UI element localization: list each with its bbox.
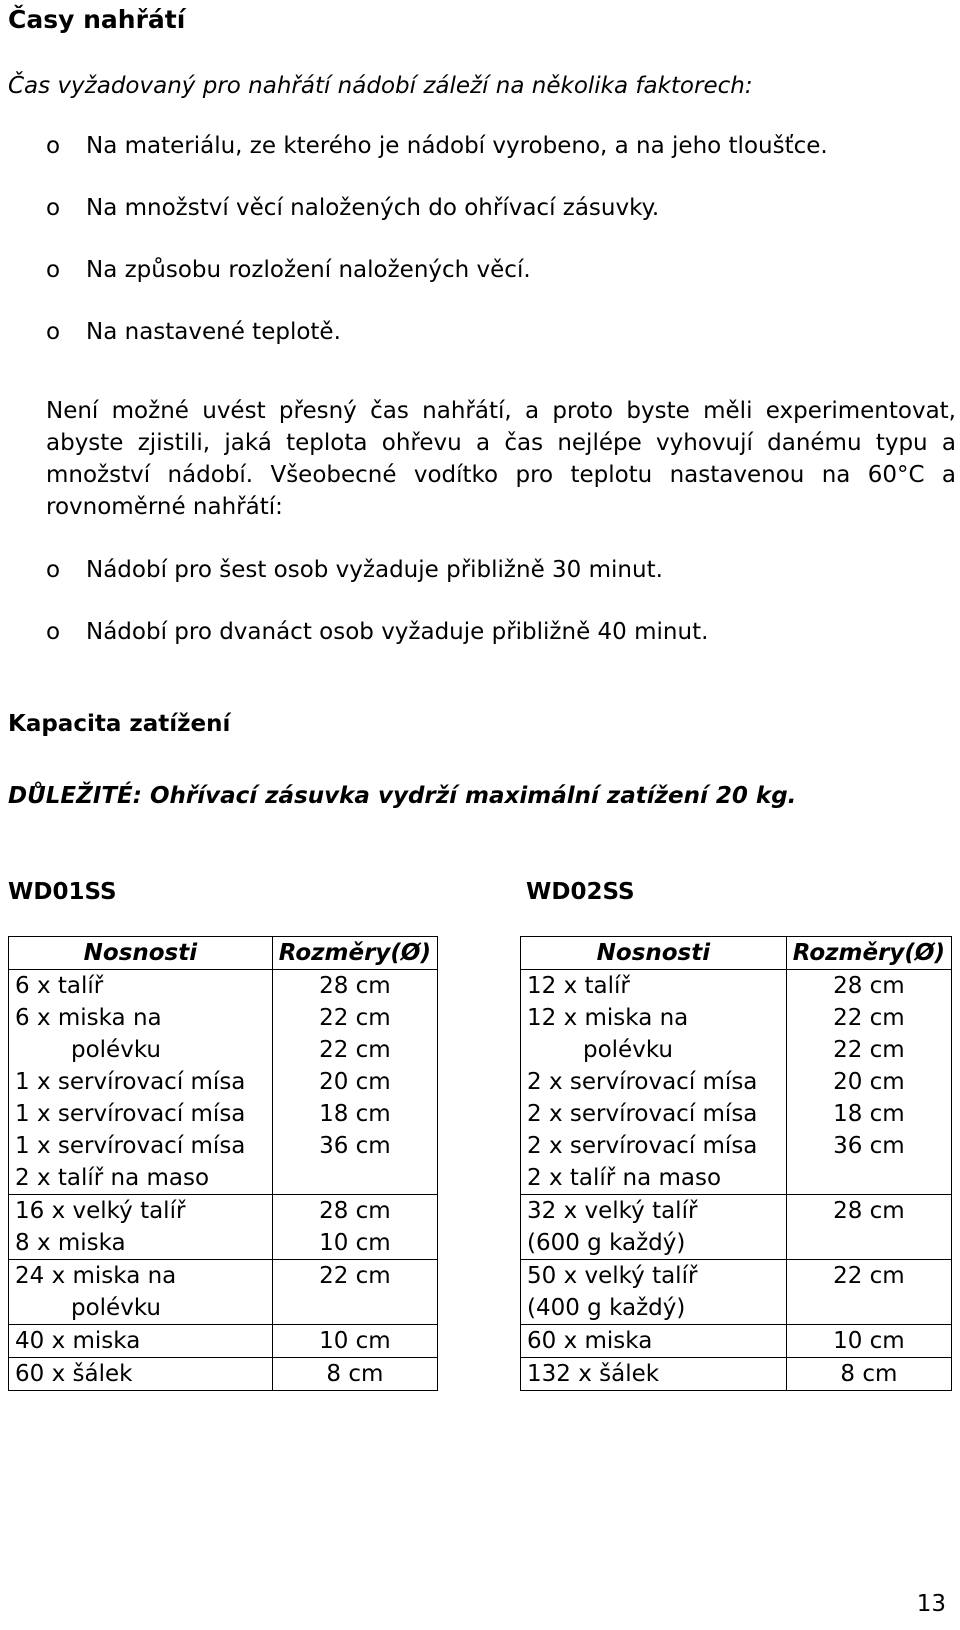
load-cell: [521, 1358, 787, 1391]
table-row: [9, 1260, 438, 1325]
table-row: [521, 1358, 952, 1391]
load-item: (400 g každý): [527, 1295, 686, 1321]
load-item: 6 x talíř: [15, 973, 104, 999]
page-title: Časy nahřátí: [8, 5, 186, 34]
load-cell: [9, 1195, 273, 1260]
factor-text: Na materiálu, ze kterého je nádobí vyrobeno, a na jeho tloušťce.: [86, 133, 828, 159]
size-header-label: Rozměry: [792, 940, 905, 966]
load-item: 50 x velký talíř: [527, 1263, 698, 1289]
size-cell: [272, 1358, 437, 1391]
size-value: 22 cm: [833, 1037, 905, 1063]
load-cell: [9, 1325, 273, 1358]
load-item: 1 x servírovací mísa: [15, 1101, 246, 1127]
table-row: [521, 1260, 952, 1325]
factor-text: Na množství věcí naložených do ohřívací zásuvky.: [86, 195, 660, 221]
size-value: 18 cm: [319, 1101, 391, 1127]
table-row: [521, 1325, 952, 1358]
load-item: 6 x miska na: [15, 1005, 162, 1031]
size-value: 28 cm: [319, 973, 391, 999]
table-header-row: [9, 937, 438, 970]
bullet-icon: o: [46, 619, 61, 645]
heating-paragraph: Není možné uvést přesný čas nahřátí, a proto byste měli experimentovat, abyste zjistili, jaká teplota ohřevu a čas nejlépe vyhovují danému typu a množství nádobí. Všeobecné vodítko pro teplotu nastavenou na 60°C a rovnoměrné nahřátí:: [46, 398, 956, 520]
capacity-heading: Kapacita zatížení: [8, 711, 231, 737]
size-value: 22 cm: [833, 1263, 905, 1289]
size-header-label: Rozměry: [278, 940, 391, 966]
load-item: 2 x servírovací mísa: [527, 1101, 758, 1127]
load-item: 1 x servírovací mísa: [15, 1133, 246, 1159]
size-cell: [786, 1195, 951, 1260]
load-cell: [521, 1195, 787, 1260]
size-cell: [786, 1358, 951, 1391]
size-cell: [272, 970, 437, 1195]
intro-text: Čas vyžadovaný pro nahřátí nádobí záleží na několika faktorech:: [8, 73, 753, 99]
load-item: 132 x šálek: [527, 1361, 660, 1387]
size-value: 22 cm: [319, 1263, 391, 1289]
capacity-table-wd01ss: [8, 936, 438, 1391]
size-value: 20 cm: [319, 1069, 391, 1095]
load-item: 24 x miska na: [15, 1263, 177, 1289]
guide-text: Nádobí pro dvanáct osob vyžaduje přibližně 40 minut.: [86, 619, 709, 645]
load-cell: [521, 1260, 787, 1325]
load-cell: [9, 1260, 273, 1325]
diameter-symbol: (Ø): [904, 940, 945, 966]
bullet-icon: o: [46, 257, 61, 283]
factor-text: Na způsobu rozložení naložených věcí.: [86, 257, 531, 283]
size-cell: [786, 1325, 951, 1358]
guide-text: Nádobí pro šest osob vyžaduje přibližně 30 minut.: [86, 557, 663, 583]
size-value: 36 cm: [319, 1133, 391, 1159]
size-cell: [272, 1325, 437, 1358]
size-value: 28 cm: [833, 973, 905, 999]
important-note: DŮLEŽITÉ: Ohřívací zásuvka vydrží maximální zatížení 20 kg.: [8, 783, 797, 809]
size-value: 20 cm: [833, 1069, 905, 1095]
table-row: [9, 1195, 438, 1260]
table-row: [9, 1325, 438, 1358]
table-row: [521, 1195, 952, 1260]
size-value: 22 cm: [319, 1005, 391, 1031]
load-item: 60 x šálek: [15, 1361, 133, 1387]
bullet-icon: o: [46, 319, 61, 345]
size-value: 28 cm: [319, 1198, 391, 1224]
load-cell: [9, 1358, 273, 1391]
table-row: [9, 970, 438, 1195]
model-label-wd01ss: WD01SS: [8, 879, 117, 905]
bullet-icon: o: [46, 557, 61, 583]
load-item: 16 x velký talíř: [15, 1198, 186, 1224]
load-item: 8 x miska: [15, 1230, 126, 1256]
size-value: 10 cm: [319, 1230, 391, 1256]
size-cell: [272, 1195, 437, 1260]
load-item: 2 x talíř na maso: [15, 1165, 210, 1191]
load-item: polévku: [71, 1037, 162, 1063]
load-item: 12 x talíř: [527, 973, 630, 999]
load-item: 60 x miska: [527, 1328, 653, 1354]
table-header-row: [521, 937, 952, 970]
load-cell: [521, 970, 787, 1195]
model-label-wd02ss: WD02SS: [526, 879, 635, 905]
size-cell: [272, 1260, 437, 1325]
load-item: 2 x servírovací mísa: [527, 1069, 758, 1095]
load-item: 2 x talíř na maso: [527, 1165, 722, 1191]
load-cell: [521, 1325, 787, 1358]
size-value: 8 cm: [840, 1361, 898, 1387]
load-item: polévku: [583, 1037, 674, 1063]
load-item: 1 x servírovací mísa: [15, 1069, 246, 1095]
table-row: [9, 1358, 438, 1391]
size-value: 10 cm: [833, 1328, 905, 1354]
load-item: 40 x miska: [15, 1328, 141, 1354]
column-header-load: Nosnosti: [521, 937, 787, 970]
size-value: 18 cm: [833, 1101, 905, 1127]
column-header-load: Nosnosti: [9, 937, 273, 970]
load-item: polévku: [71, 1295, 162, 1321]
bullet-icon: o: [46, 133, 61, 159]
size-cell: [786, 1260, 951, 1325]
size-value: 36 cm: [833, 1133, 905, 1159]
size-value: 8 cm: [326, 1361, 384, 1387]
size-value: 10 cm: [319, 1328, 391, 1354]
load-item: 2 x servírovací mísa: [527, 1133, 758, 1159]
load-cell: [9, 970, 273, 1195]
factor-text: Na nastavené teplotě.: [86, 319, 341, 345]
table-row: [521, 970, 952, 1195]
page-number: 13: [916, 1591, 946, 1617]
size-value: 22 cm: [319, 1037, 391, 1063]
load-item: 12 x miska na: [527, 1005, 689, 1031]
column-header-size: [786, 937, 951, 970]
load-item: 32 x velký talíř: [527, 1198, 698, 1224]
size-cell: [786, 970, 951, 1195]
size-value: 22 cm: [833, 1005, 905, 1031]
size-value: 28 cm: [833, 1198, 905, 1224]
load-item: (600 g každý): [527, 1230, 686, 1256]
column-header-size: [272, 937, 437, 970]
diameter-symbol: (Ø): [390, 940, 431, 966]
capacity-table-wd02ss: [520, 936, 952, 1391]
bullet-icon: o: [46, 195, 61, 221]
